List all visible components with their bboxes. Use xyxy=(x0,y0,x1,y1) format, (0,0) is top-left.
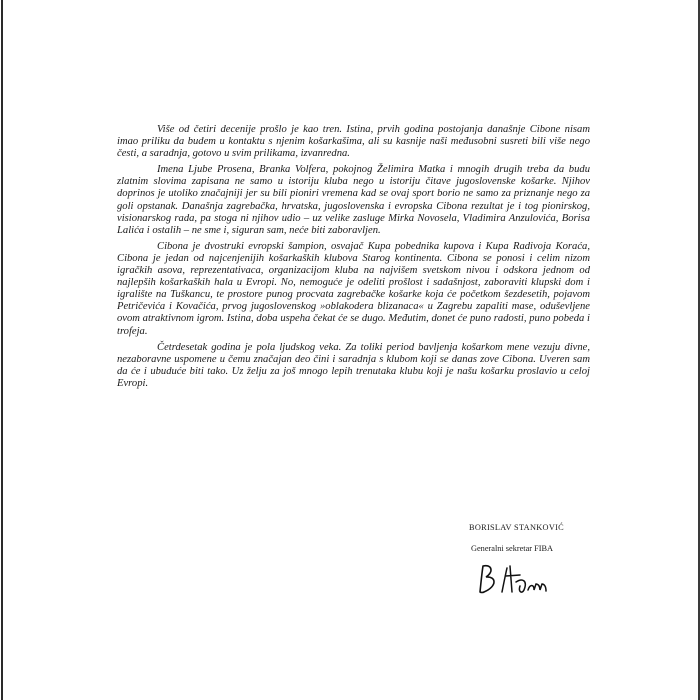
handwritten-signature xyxy=(476,562,596,598)
scan-left-edge xyxy=(1,0,3,700)
author-name: BORISLAV STANKOVIĆ xyxy=(469,523,565,532)
paragraph-3: Cibona je dvostruki evropski šampion, osvajač Kupa pobednika kupova i Kupa Radivoja Koraća, Cibona je jedan od najcenjenijih košarkaških klubova Starog kontinenta. Cibona se ponosi i celim nizom igračkih asova, reprezentativaca, organizacijom kluba na najvišem svetskom nivou i odskora jednom od najlepših košarkaških hala u Evropi. No, nemoguće je odeliti prošlost i sadašnjost, zaboraviti klupski dom i igralište na Tuškancu, te prostore punog procvata zagrebačke košarke koja će početkom šezdesetih, pojavom Petričevića i Kovačića, prvog jugoslovenskog »oblakodera blizanaca« u Zagrebu zapaliti mase, oduševljene ovom atraktivnom igrom. Istina, doba uspeha čekat će se dugo. Međutim, donet će puno radosti, puno pobeda i trofeja. xyxy=(117,240,590,337)
paragraph-4: Četrdesetak godina je pola ljudskog veka. Za toliki period bavljenja košarkom mene vezuju divne, nezaboravne uspomene u čemu značajan deo čini i saradnja s klubom koji se danas zove Cibona. Uveren sam da će i ubuduće biti tako. Uz želju za još mnogo lepih trenutaka klubu koji je našu košarku proslavio u celoj Evropi. xyxy=(117,341,590,389)
author-role: Generalni sekretar FIBA xyxy=(471,544,554,553)
paragraph-2: Imena Ljube Prosena, Branka Volfera, pokojnog Želimira Matka i mnogih drugih treba da budu zlatnim slovima zapisana ne samo u istoriju kluba nego u istoriju čitave jugoslovenske košarke. Njihov doprinos je utoliko značajniji jer su bili pioniri vremena kad se ovaj sport borio ne samo za priznanje nego za goli opstanak. Današnja zagrebačka, hrvatska, jugoslovenska i evropska Cibona rezultat je i tog pionirskog, visionarskog rada, pa stoga ni njihov udio – uz velike zasluge Mirka Novosela, Vladimira Anzulovića, Borisa Lalića i ostalih – ne sme i, siguran sam, neće biti zaboravljen. xyxy=(117,164,590,236)
paragraph-1: Više od četiri decenije prošlo je kao tren. Istina, prvih godina postojanja današnje Cibone nisam imao priliku da budem u kontaktu s njenim košarkašima, ali su kasnije naši međusobni susreti bili više nego česti, a saradnja, gotovo u svim prilikama, izvanredna. xyxy=(117,124,590,160)
letter-body xyxy=(117,124,590,394)
